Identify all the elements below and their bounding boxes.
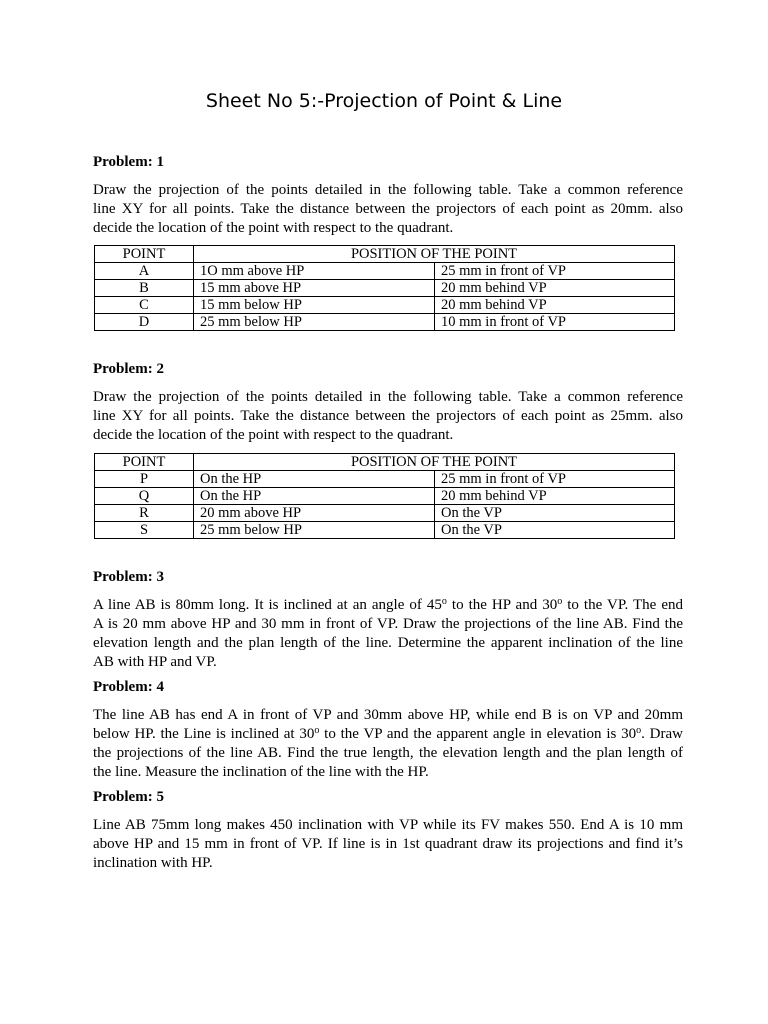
cell-vp: On the VP: [435, 505, 675, 522]
problem-4-line-4: the line. Measure the inclination of the line with the HP.: [93, 764, 429, 780]
cell-vp: On the VP: [435, 522, 675, 539]
cell-hp: 1O mm above HP: [194, 263, 435, 280]
header-point: POINT: [95, 454, 194, 471]
header-point: POINT: [95, 246, 194, 263]
problem-1-text: [93, 181, 683, 238]
table-header-row: [95, 454, 675, 471]
cell-hp: On the HP: [194, 471, 435, 488]
problem-1-line-3: decide the location of the point with respect to the quadrant.: [93, 220, 454, 236]
cell-point: B: [95, 280, 194, 297]
cell-vp: 20 mm behind VP: [435, 280, 675, 297]
table-row: [95, 280, 675, 297]
cell-vp: 20 mm behind VP: [435, 488, 675, 505]
problem-1-line-2: line XY for all points. Take the distance between the projectors of each point as 20mm. also: [93, 201, 683, 217]
problem-2-line-2: line XY for all points. Take the distance between the projectors of each point as 25mm. also: [93, 408, 683, 424]
degree-mark: o: [636, 725, 642, 736]
cell-hp: 20 mm above HP: [194, 505, 435, 522]
header-position: POSITION OF THE POINT: [194, 246, 675, 263]
cell-hp: On the HP: [194, 488, 435, 505]
table-row: [95, 297, 675, 314]
table-row: [95, 488, 675, 505]
problem-3-heading: Problem: 3: [93, 569, 164, 585]
cell-point: C: [95, 297, 194, 314]
table-header-row: [95, 246, 675, 263]
cell-point: Q: [95, 488, 194, 505]
problem-5-text: [93, 816, 683, 873]
problem-4-line-1: The line AB has end A in front of VP and 30mm above HP, while end B is on VP and 20mm: [93, 707, 683, 723]
problem-3-text: [93, 596, 683, 672]
table-row: [95, 263, 675, 280]
problem-2-text: [93, 388, 683, 445]
page-title: Sheet No 5:-Projection of Point & Line: [205, 90, 563, 112]
cell-point: A: [95, 263, 194, 280]
problem-3-line-3: elevation length and the plan length of the line. Determine the apparent inclination of the line: [93, 635, 683, 651]
cell-hp: 25 mm below HP: [194, 314, 435, 331]
cell-vp: 10 mm in front of VP: [435, 314, 675, 331]
cell-point: D: [95, 314, 194, 331]
cell-hp: 15 mm above HP: [194, 280, 435, 297]
degree-mark: o: [314, 725, 320, 736]
problem-4-line-2: below HP. the Line is inclined at 30$^o$ to the VP and the apparent angle in elevation is 30$^o$. Draw: [93, 725, 683, 742]
problem-1-heading: Problem: 1: [93, 154, 164, 170]
problem-5-line-3: inclination with HP.: [93, 855, 213, 871]
header-position: POSITION OF THE POINT: [194, 454, 675, 471]
problem-5-line-2: above HP and 15 mm in front of VP. If line is in 1st quadrant draw its projections and find it’s: [93, 836, 683, 852]
problem-3-line-1: A line AB is 80mm long. It is inclined at an angle of 45$^o$ to the HP and 30$^o$ to the VP. The end: [93, 596, 683, 613]
problem-4-heading: Problem: 4: [93, 679, 164, 695]
table-row: [95, 522, 675, 539]
table-row: [95, 471, 675, 488]
table-row: [95, 314, 675, 331]
problem-1-line-1: Draw the projection of the points detailed in the following table. Take a common reference: [93, 182, 683, 198]
problem-2-line-3: decide the location of the point with respect to the quadrant.: [93, 427, 454, 443]
problem-3-line-4: AB with HP and VP.: [93, 654, 217, 670]
cell-vp: 25 mm in front of VP: [435, 471, 675, 488]
problem-5-heading: Problem: 5: [93, 789, 164, 805]
problem-1-table: [94, 245, 675, 331]
table-row: [95, 505, 675, 522]
cell-hp: 25 mm below HP: [194, 522, 435, 539]
degree-mark: o: [441, 596, 447, 607]
problem-4-line-3: the projections of the line AB. Find the true length, the elevation length and the plan length of: [93, 745, 683, 761]
cell-hp: 15 mm below HP: [194, 297, 435, 314]
cell-point: S: [95, 522, 194, 539]
problem-4-text: [93, 706, 683, 782]
cell-point: R: [95, 505, 194, 522]
cell-point: P: [95, 471, 194, 488]
problem-5-line-1: Line AB 75mm long makes 450 inclination with VP while its FV makes 550. End A is 10 mm: [93, 817, 683, 833]
problem-3-line-2: A is 20 mm above HP and 30 mm in front of VP. Draw the projections of the line AB. Find the: [93, 616, 683, 632]
problem-2-heading: Problem: 2: [93, 361, 164, 377]
problem-2-table: [94, 453, 675, 539]
problem-2-line-1: Draw the projection of the points detailed in the following table. Take a common reference: [93, 389, 683, 405]
cell-vp: 20 mm behind VP: [435, 297, 675, 314]
degree-mark: o: [557, 596, 563, 607]
cell-vp: 25 mm in front of VP: [435, 263, 675, 280]
